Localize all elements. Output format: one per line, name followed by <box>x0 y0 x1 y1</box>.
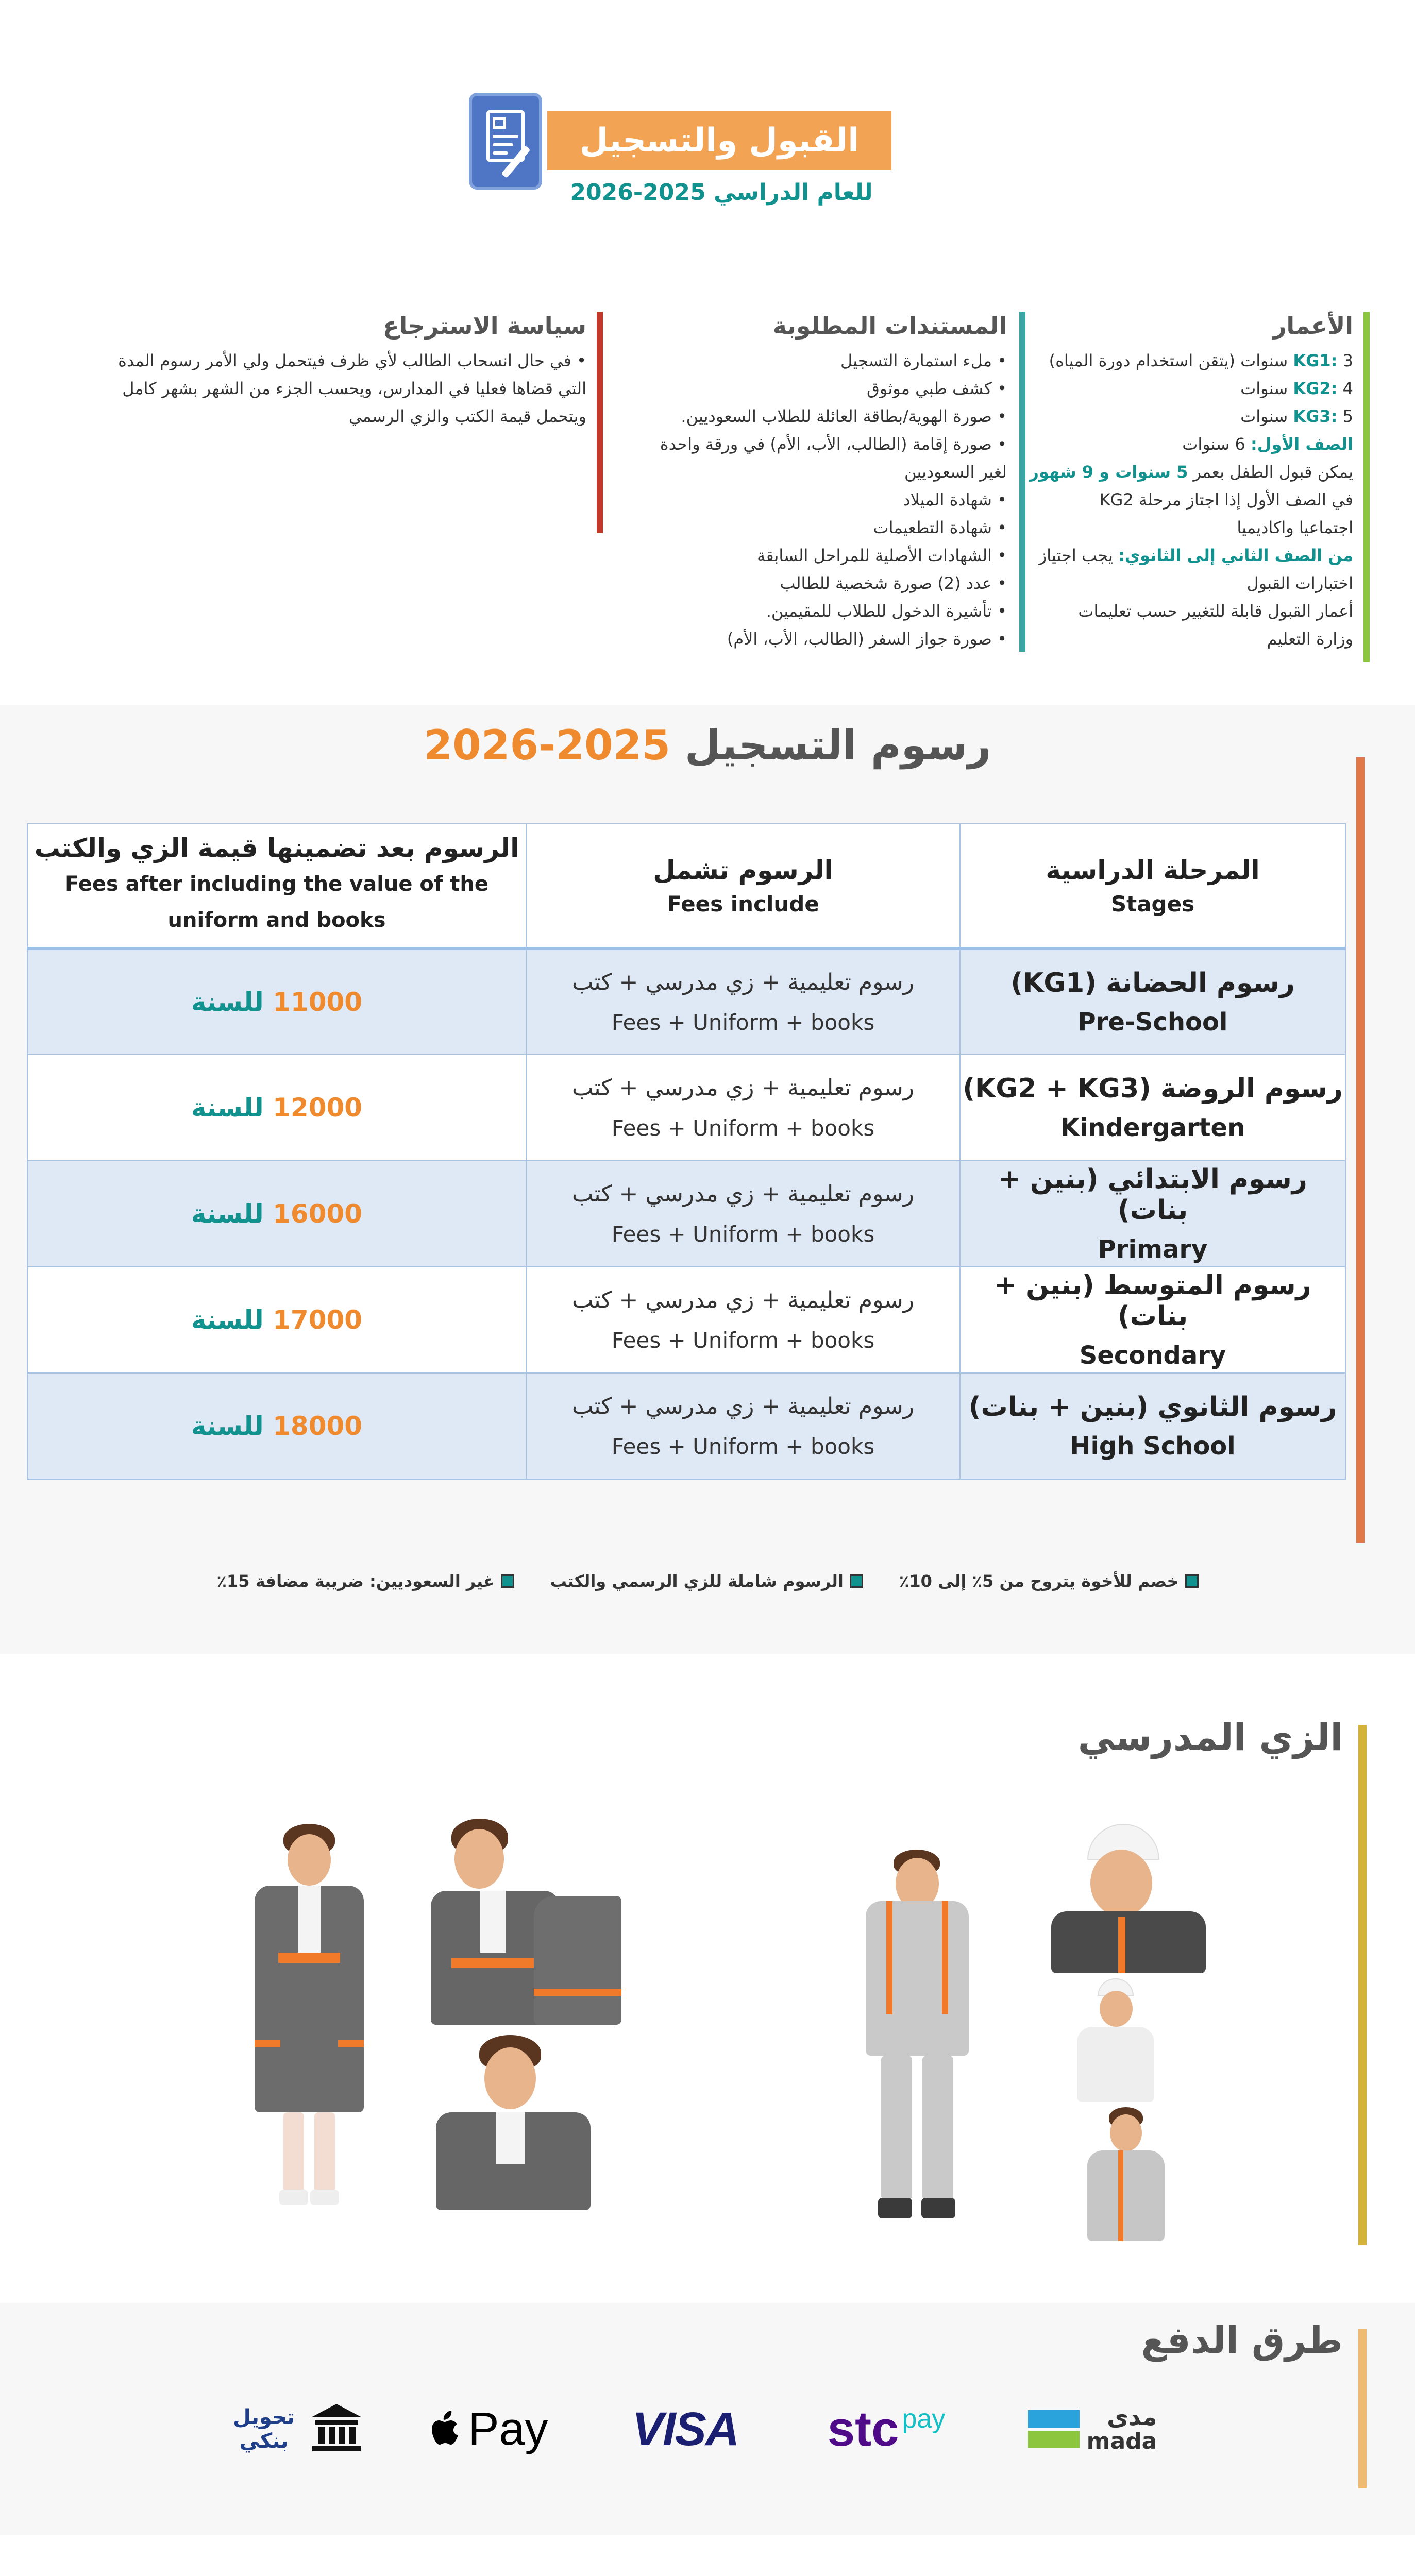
table-row <box>27 1055 1345 1161</box>
include-cell <box>526 1055 960 1161</box>
header-include-ar: الرسوم تشمل <box>653 855 833 885</box>
girl-closeup-photo <box>436 2035 591 2210</box>
ages-line <box>1025 597 1353 625</box>
document-item: • ملء استمارة التسجيل <box>840 351 1007 370</box>
document-item: • عدد (2) صورة شخصية للطالب <box>780 573 1007 593</box>
ages-line-text: يمكن قبول الطفل بعمر <box>1188 462 1353 482</box>
stage-ar: رسوم الحضانة (KG1) <box>1010 968 1295 998</box>
boy-tshirt-photo <box>1077 1978 1154 2102</box>
amount-unit: للسنة <box>191 1093 264 1123</box>
include-en: Fees + Uniform + books <box>611 1328 875 1353</box>
amount-cell <box>27 948 526 1055</box>
table-row <box>27 1161 1345 1267</box>
ages-line-key: KG3: <box>1293 406 1338 426</box>
document-item: لغير السعوديين <box>904 462 1007 482</box>
amount-cell <box>27 1267 526 1373</box>
ages-line <box>1025 347 1353 375</box>
header-stage-ar: المرحلة الدراسية <box>1046 855 1260 885</box>
note-item <box>550 1571 863 1591</box>
header-include-en: Fees include <box>667 891 819 917</box>
stage-cell <box>960 1161 1345 1267</box>
bank-icon <box>308 2401 365 2458</box>
refund-line: • في حال انسحاب الطالب لأي ظرف فيتحمل ولي الأمر رسوم المدة <box>118 351 586 370</box>
fees-table <box>27 823 1346 1480</box>
table-row <box>27 1267 1345 1373</box>
stage-en: High School <box>1070 1432 1236 1461</box>
ages-line <box>1025 458 1353 486</box>
girl-uniform-photo <box>247 1824 371 2205</box>
stage-cell <box>960 948 1345 1055</box>
boy-jacket-photo <box>1087 2107 1165 2241</box>
stage-ar: رسوم المتوسط (بنين + بنات) <box>994 1270 1311 1332</box>
fees-accent-bar <box>1356 757 1365 1543</box>
stc-text: stc <box>827 2401 899 2456</box>
refund-line: ويتحمل قيمة الكتب والزي الرسمي <box>348 406 586 426</box>
header-total-ar: الرسوم بعد تضمينها قيمة الزي والكتب <box>34 833 519 863</box>
ages-accent-bar <box>1363 312 1370 662</box>
stage-cell <box>960 1267 1345 1373</box>
ages-line <box>1025 625 1353 653</box>
refund-text <box>21 347 586 430</box>
document-item: • صورة الهوية/بطاقة العائلة للطلاب السعوديين. <box>681 406 1007 426</box>
stage-en: Primary <box>1098 1235 1208 1264</box>
page-title: القبول والتسجيل <box>547 111 891 170</box>
payment-accent-bar <box>1358 2329 1367 2488</box>
document-item: • الشهادات الأصلية للمراحل السابقة <box>757 546 1007 565</box>
document-item: • شهادة الميلاد <box>903 490 1007 510</box>
amount-cell <box>27 1055 526 1161</box>
refund-section <box>21 312 603 533</box>
ages-line <box>1025 514 1353 541</box>
note-text: غير السعوديين: ضريبة مضافة 15٪ <box>216 1571 495 1591</box>
include-cell <box>526 1161 960 1267</box>
ages-line <box>1025 569 1353 597</box>
girl-blazer-photo <box>431 1819 621 2025</box>
refund-accent-bar <box>597 312 603 533</box>
amount-value: 11000 <box>273 987 363 1017</box>
include-en: Fees + Uniform + books <box>611 1434 875 1459</box>
header-total <box>27 824 526 948</box>
ages-line-key: الصف الأول: <box>1250 434 1353 454</box>
boy-cap-photo <box>1046 1824 1211 1973</box>
note-text: خصم للأخوة يتروح من 5٪ إلى 10٪ <box>899 1571 1179 1591</box>
fees-title <box>0 721 1415 769</box>
fees-title-text: رسوم التسجيل <box>684 721 991 769</box>
document-item: • شهادة التطعيمات <box>873 518 1007 537</box>
bullet-square-icon <box>1185 1574 1199 1588</box>
stc-pay-logo <box>809 2391 964 2468</box>
amount-unit: للسنة <box>191 1411 264 1441</box>
note-item <box>217 1571 514 1591</box>
ages-line-key: KG2: <box>1293 379 1338 398</box>
include-en: Fees + Uniform + books <box>611 1115 875 1141</box>
stage-ar: رسوم الابتدائي (بنين + بنات) <box>998 1164 1307 1226</box>
refund-heading: سياسة الاسترجاع <box>383 312 586 340</box>
note-item <box>899 1571 1199 1591</box>
note-text: الرسوم شاملة للزي الرسمي والكتب <box>550 1571 844 1591</box>
bank-text-line2: بنكي <box>239 2429 289 2453</box>
ages-line-text: اجتماعيا واكاديميا <box>1237 518 1353 537</box>
amount-value: 16000 <box>273 1199 363 1229</box>
amount-value: 12000 <box>273 1093 363 1123</box>
documents-accent-bar <box>1019 312 1025 652</box>
amount-value: 17000 <box>273 1305 363 1335</box>
ages-line-text: 4 سنوات <box>1240 379 1353 398</box>
ages-line-text: 3 سنوات (يتقن استخدام دورة المياه) <box>1049 351 1353 370</box>
document-item: • صورة إقامة (الطالب، الأب، الأم) في ورقة واحدة <box>660 434 1007 454</box>
documents-section <box>613 312 1025 652</box>
visa-logo <box>618 2391 752 2468</box>
registration-form-icon <box>469 93 542 190</box>
ages-line-text: اختبارات القبول <box>1246 573 1353 593</box>
include-ar: رسوم تعليمية + زي مدرسي + كتب <box>572 1181 914 1207</box>
include-cell <box>526 948 960 1055</box>
include-ar: رسوم تعليمية + زي مدرسي + كتب <box>572 1287 914 1313</box>
header-stage-en: Stages <box>1110 891 1195 917</box>
stage-ar: رسوم الثانوي (بنين + بنات) <box>968 1392 1337 1422</box>
include-ar: رسوم تعليمية + زي مدرسي + كتب <box>572 1075 914 1101</box>
documents-heading: المستندات المطلوبة <box>772 312 1007 340</box>
document-item: • كشف طبي موثوق <box>866 379 1007 398</box>
documents-list <box>613 347 1007 653</box>
stage-en: Secondary <box>1079 1341 1226 1370</box>
ages-line <box>1025 486 1353 514</box>
fees-title-year: 2025-2026 <box>424 721 671 769</box>
stage-en: Pre-School <box>1077 1008 1228 1037</box>
amount-cell <box>27 1161 526 1267</box>
stc-pay-text: pay <box>902 2404 946 2434</box>
include-cell <box>526 1373 960 1479</box>
ages-line-text: وزارة التعليم <box>1267 629 1353 649</box>
ages-line-text: في الصف الأول إذا اجتاز مرحلة KG2 <box>1099 490 1353 510</box>
refund-line: التي قضاها فعليا في المدارس، ويحسب الجزء من الشهر بشهر كامل <box>122 379 586 398</box>
visa-text: VISA <box>632 2402 739 2455</box>
amount-unit: للسنة <box>191 1305 264 1335</box>
stage-cell <box>960 1055 1345 1161</box>
boy-tracksuit-photo <box>866 1850 969 2221</box>
ages-heading: الأعمار <box>1272 312 1353 340</box>
ages-line-highlight: 5 سنوات و 9 شهور <box>1029 462 1188 482</box>
include-ar: رسوم تعليمية + زي مدرسي + كتب <box>572 1393 914 1419</box>
fees-notes <box>0 1571 1415 1591</box>
ages-line <box>1025 430 1353 458</box>
header-total-en: Fees after including the value of the uniform and books <box>65 872 488 932</box>
document-item: • تأشيرة الدخول للطلاب للمقيمين. <box>766 601 1007 621</box>
amount-value: 18000 <box>273 1411 363 1441</box>
ages-line-text: 5 سنوات <box>1240 406 1353 426</box>
ages-section <box>1025 312 1370 662</box>
stage-en: Kindergarten <box>1060 1113 1245 1142</box>
table-row <box>27 948 1345 1055</box>
ages-line-text: أعمار القبول قابلة للتغيير حسب تعليمات <box>1078 601 1353 621</box>
bullet-square-icon <box>850 1574 863 1588</box>
fees-table-header <box>27 824 1345 948</box>
mada-ar-text: مدى <box>1107 2403 1157 2431</box>
mada-en-text: mada <box>1086 2428 1157 2454</box>
stage-cell <box>960 1373 1345 1479</box>
payment-heading: طرق الدفع <box>1141 2318 1343 2362</box>
include-cell <box>526 1267 960 1373</box>
ages-list <box>1025 347 1353 653</box>
document-item: • صورة جواز السفر (الطالب، الأب، الأم) <box>727 629 1007 649</box>
amount-unit: للسنة <box>191 1199 264 1229</box>
apple-icon <box>431 2410 464 2449</box>
ages-line <box>1025 541 1353 569</box>
apple-pay-logo <box>423 2391 557 2468</box>
apple-pay-text: Pay <box>468 2403 548 2455</box>
page-subtitle: للعام الدراسي 2025-2026 <box>570 179 873 206</box>
ages-line-text: 6 سنوات <box>1182 434 1251 454</box>
stage-ar: رسوم الروضة (KG2 + KG3) <box>963 1073 1343 1104</box>
include-en: Fees + Uniform + books <box>611 1222 875 1247</box>
include-en: Fees + Uniform + books <box>611 1010 875 1035</box>
ages-line-key: KG1: <box>1293 351 1338 370</box>
uniform-heading: الزي المدرسي <box>1077 1716 1343 1759</box>
amount-unit: للسنة <box>191 987 264 1017</box>
table-row <box>27 1373 1345 1479</box>
ages-line <box>1025 402 1353 430</box>
bank-text-line1: تحويل <box>233 2405 295 2429</box>
header-stage <box>960 824 1345 948</box>
bullet-square-icon <box>501 1574 514 1588</box>
amount-cell <box>27 1373 526 1479</box>
ages-line-text: يجب اجتياز <box>1038 546 1119 565</box>
bank-transfer-logo <box>227 2391 371 2468</box>
uniform-accent-bar <box>1358 1725 1367 2245</box>
include-ar: رسوم تعليمية + زي مدرسي + كتب <box>572 969 914 995</box>
ages-line <box>1025 375 1353 402</box>
header-include <box>526 824 960 948</box>
ages-line-key: من الصف الثاني إلى الثانوي: <box>1118 546 1353 565</box>
mada-logo <box>1025 2391 1159 2468</box>
